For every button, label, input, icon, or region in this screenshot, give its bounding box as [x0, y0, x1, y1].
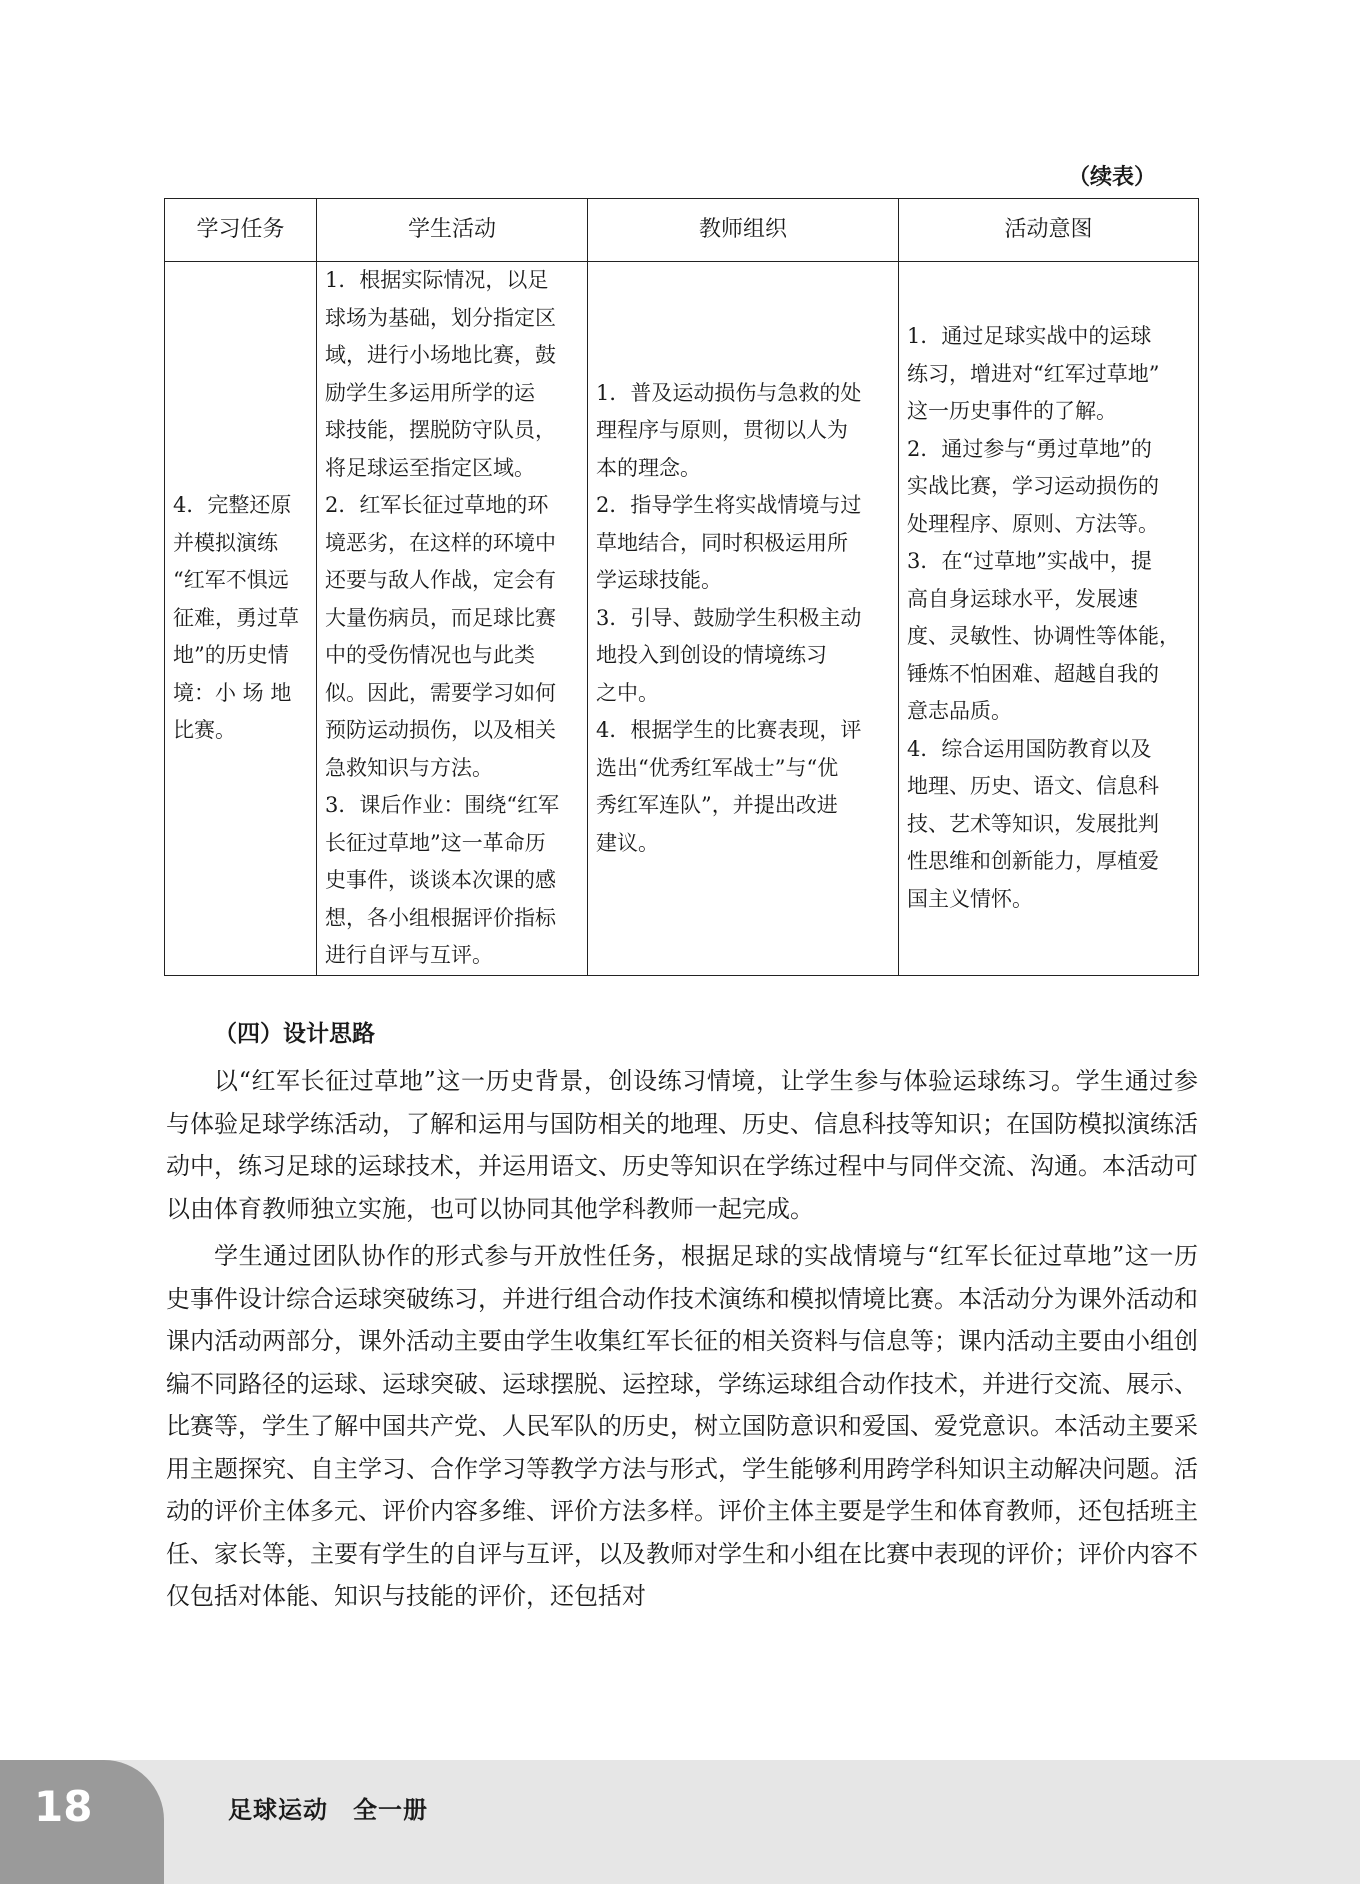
intent-line: 高自身运球水平，发展速: [907, 586, 1138, 611]
header-activity-intent: 活动意图: [899, 199, 1199, 262]
header-student-activity: 学生活动: [317, 199, 588, 262]
intent-line: 性思维和创新能力，厚植爱: [907, 849, 1159, 874]
student-line: 大量伤病员，而足球比赛: [325, 605, 556, 630]
intent-line: 地理、历史、语文、信息科: [907, 774, 1159, 799]
teacher-line: 建议。: [596, 830, 659, 855]
header-task: 学习任务: [165, 199, 317, 262]
intent-line: 这一历史事件的了解。: [907, 399, 1117, 424]
student-line: 预防运动损伤，以及相关: [325, 718, 556, 742]
intent-line: 度、灵敏性、协调性等体能，: [907, 624, 1180, 649]
intent-line: 意志品质。: [907, 699, 1012, 724]
section-heading: （四）设计思路: [214, 1021, 375, 1047]
teacher-line: 2．指导学生将实战情境与过: [596, 493, 862, 517]
cell-teacher-organization: [588, 262, 899, 976]
footer-bar: [0, 1760, 1360, 1884]
student-line: 球场为基础，划分指定区: [325, 305, 556, 330]
header-teacher-organization: 教师组织: [588, 199, 899, 262]
intent-line: 实战比赛，学习运动损伤的: [907, 474, 1159, 499]
page-number: 18: [34, 1782, 93, 1831]
student-line: 将足球运至指定区域。: [325, 455, 535, 480]
teacher-line: 4．根据学生的比赛表现，评: [596, 718, 862, 742]
teacher-line: 本的理念。: [596, 455, 701, 480]
teacher-line: 选出“优秀红军战士”与“优: [596, 755, 839, 780]
student-line: 励学生多运用所学的运: [325, 380, 535, 405]
student-line: 急救知识与方法。: [325, 755, 493, 780]
intent-line: 1．通过足球实战中的运球: [907, 324, 1152, 349]
intent-line: 2．通过参与“勇过草地”的: [907, 436, 1152, 461]
task-line: 并模拟演练: [173, 530, 278, 555]
intent-line: 技、艺术等知识，发展批判: [907, 811, 1159, 836]
teacher-line: 秀红军连队”，并提出改进: [596, 793, 838, 817]
student-line: 1．根据实际情况，以足: [325, 268, 549, 292]
table-header-row: [165, 199, 1199, 262]
student-line: 还要与敌人作战，定会有: [325, 568, 556, 592]
paragraph: 学生通过团队协作的形式参与开放性任务，根据足球的实战情境与“红军长征过草地”这一历史事件设计综合运球突破练习，并进行组合动作技术演练和模拟情境比赛。本活动分为课外活动和课内活动两部分，课外活动主要由学生收集红军长征的相关资料与信息等；课内活动主要由小组创编不同路径的运球、运球突破、运球摆脱、运控球，学练运球组合动作技术，并进行交流、展示、比赛等，学生了解中国共产党、人民军队的历史，树立国防意识和爱国、爱党意识。本活动主要采用主题探究、自主学习、合作学习等教学方法与形式，学生能够利用跨学科知识主动解决问题。活动的评价主体多元、评价内容多维、评价方法多样。评价主体主要是学生和体育教师，还包括班主任、家长等，主要有学生的自评与互评，以及教师对学生和小组在比赛中表现的评价；评价内容不仅包括对体能、知识与技能的评价，还包括对: [166, 1242, 1198, 1610]
teacher-line: 1．普及运动损伤与急救的处: [596, 380, 862, 405]
paragraph: 以“红军长征过草地”这一历史背景，创设练习情境，让学生参与体验运球练习。学生通过参与体验足球学练活动，了解和运用与国防相关的地理、历史、信息科技等知识；在国防模拟演练活动中，练习足球的运球技术，并运用语文、历史等知识在学练过程中与同伴交流、沟通。本活动可以由体育教师独立实施，也可以协同其他学科教师一起完成。: [166, 1067, 1198, 1223]
task-line: 比赛。: [173, 718, 236, 742]
student-line: 球技能，摆脱防守队员，: [325, 418, 556, 442]
intent-line: 处理程序、原则、方法等。: [907, 511, 1159, 536]
student-line: 长征过草地”这一革命历: [325, 830, 546, 855]
task-line: 征难，勇过草: [173, 605, 299, 630]
body-text: [166, 1060, 1198, 1623]
intent-line: 3．在“过草地”实战中，提: [907, 549, 1152, 574]
student-line: 中的受伤情况也与此类: [325, 643, 535, 667]
table-row: [165, 262, 1199, 976]
student-line: 3．课后作业：围绕“红军: [325, 793, 560, 817]
student-line: 2．红军长征过草地的环: [325, 493, 549, 517]
intent-line: 锤炼不怕困难、超越自我的: [907, 661, 1159, 686]
teacher-line: 地投入到创设的情境练习: [596, 643, 827, 667]
cell-activity-intent: [899, 262, 1199, 976]
intent-line: 国主义情怀。: [907, 886, 1033, 911]
cell-student-activity: [317, 262, 588, 976]
student-line: 想，各小组根据评价指标: [325, 905, 556, 930]
teacher-line: 3．引导、鼓励学生积极主动: [596, 605, 862, 630]
task-line: 4．完整还原: [173, 493, 292, 517]
task-line: 境：小 场 地: [173, 680, 292, 705]
continued-table-label: （续表）: [1068, 165, 1157, 190]
lesson-table: [164, 198, 1199, 976]
task-line: 地”的历史情: [173, 643, 289, 667]
student-line: 域，进行小场地比赛，鼓: [325, 343, 556, 367]
student-line: 史事件，谈谈本次课的感: [325, 868, 556, 892]
teacher-line: 学运球技能。: [596, 568, 722, 592]
cell-task: [165, 262, 317, 976]
intent-line: 4．综合运用国防教育以及: [907, 736, 1152, 761]
student-line: 进行自评与互评。: [325, 943, 493, 967]
teacher-line: 理程序与原则，贯彻以人为: [596, 418, 848, 442]
student-line: 境恶劣，在这样的环境中: [325, 530, 556, 555]
teacher-line: 之中。: [596, 680, 659, 705]
intent-line: 练习，增进对“红军过草地”: [907, 361, 1160, 386]
book-title: 足球运动 全一册: [228, 1796, 428, 1824]
task-line: “红军不惧远: [173, 568, 289, 592]
teacher-line: 草地结合，同时积极运用所: [596, 530, 848, 555]
student-line: 似。因此，需要学习如何: [325, 680, 556, 705]
